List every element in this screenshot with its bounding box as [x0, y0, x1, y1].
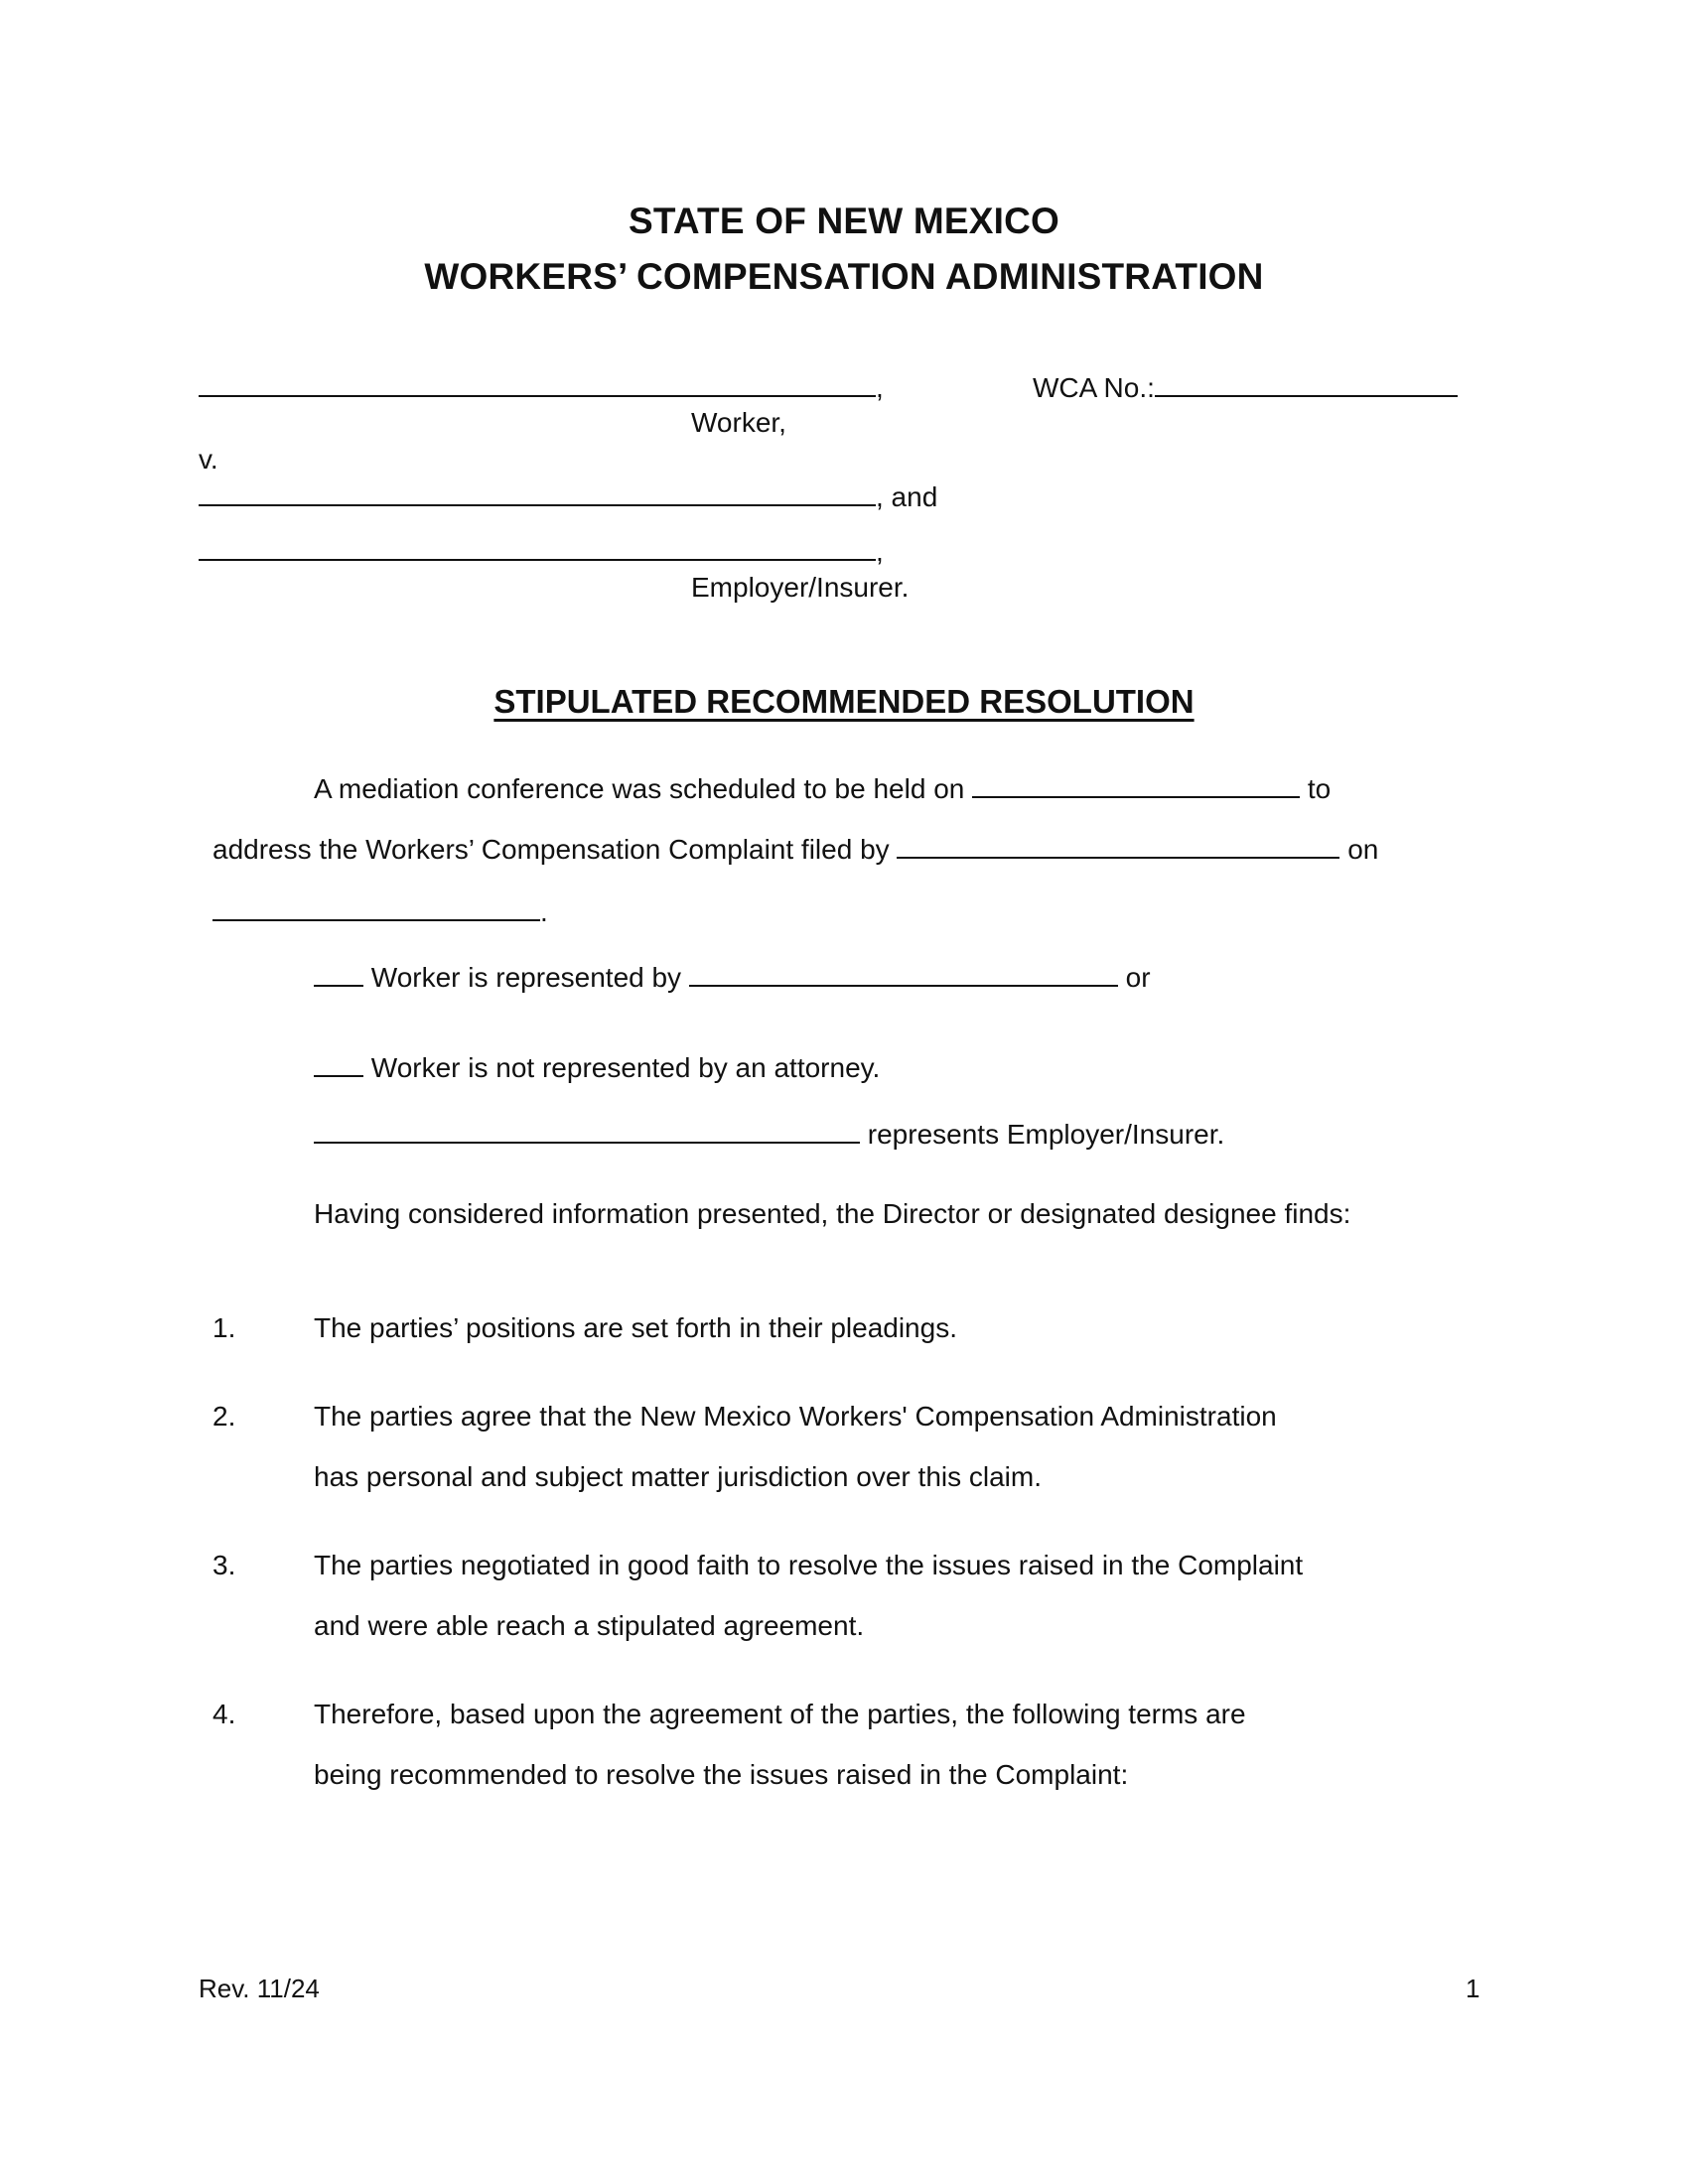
document-title: STIPULATED RECOMMENDED RESOLUTION — [493, 683, 1195, 720]
finding-number: 1. — [212, 1312, 236, 1343]
not-represented-checkbox[interactable] — [314, 1049, 363, 1077]
mediation-date-field[interactable] — [972, 770, 1300, 798]
insurer-name-line — [199, 533, 884, 569]
worker-name-field[interactable] — [199, 369, 876, 397]
employer-name-line — [199, 478, 937, 514]
represented-label: Worker is represented by — [370, 962, 682, 993]
period: . — [540, 896, 548, 927]
intro-line-1 — [314, 770, 1331, 806]
intro-line-2 — [212, 831, 1378, 867]
finding-number: 2. — [212, 1401, 236, 1432]
and-label: , and — [876, 481, 938, 512]
wca-number-line — [1033, 369, 1458, 405]
represented-checkbox[interactable] — [314, 959, 363, 987]
finding-text-continued: being recommended to resolve the issues raised in the Complaint: — [314, 1759, 1129, 1790]
intro-text: A mediation conference was scheduled to be held on — [314, 773, 965, 804]
worker-label: Worker, — [691, 407, 786, 438]
not-represented-label: Worker is not represented by an attorney. — [370, 1052, 881, 1083]
header-state: STATE OF NEW MEXICO — [628, 201, 1060, 241]
findings-intro: Having considered information presented, the Director or designated designee finds: — [314, 1198, 1351, 1229]
employer-attorney-field[interactable] — [314, 1116, 860, 1144]
finding-text: The parties negotiated in good faith to resolve the issues raised in the Complaint — [314, 1550, 1304, 1580]
finding-number: 4. — [212, 1699, 236, 1729]
intro-text: address the Workers’ Compensation Complaint filed by — [212, 834, 890, 865]
finding-text: The parties’ positions are set forth in their pleadings. — [314, 1312, 957, 1343]
wca-number-label: WCA No.: — [1033, 372, 1155, 403]
header-agency: WORKERS’ COMPENSATION ADMINISTRATION — [424, 256, 1264, 297]
finding-number: 3. — [212, 1550, 236, 1580]
complaint-filer-field[interactable] — [897, 831, 1339, 859]
represented-option — [314, 959, 1151, 995]
finding-text-continued: and were able reach a stipulated agreement. — [314, 1610, 865, 1641]
comma: , — [876, 372, 884, 403]
wca-number-field[interactable] — [1155, 369, 1458, 397]
employer-name-field[interactable] — [199, 478, 876, 506]
employer-rep-label: represents Employer/Insurer. — [867, 1119, 1225, 1150]
or-label: or — [1125, 962, 1151, 993]
employer-rep-line — [314, 1116, 1224, 1152]
employer-insurer-label: Employer/Insurer. — [691, 572, 910, 603]
complaint-date-field[interactable] — [212, 893, 540, 921]
insurer-name-field[interactable] — [199, 533, 876, 561]
not-represented-option — [314, 1049, 880, 1085]
to-label: to — [1307, 773, 1332, 804]
finding-text-continued: has personal and subject matter jurisdiction over this claim. — [314, 1461, 1043, 1492]
finding-text: Therefore, based upon the agreement of the parties, the following terms are — [314, 1699, 1246, 1729]
comma: , — [876, 536, 884, 567]
page-number: 1 — [1466, 1974, 1480, 2003]
finding-text: The parties agree that the New Mexico Workers' Compensation Administration — [314, 1401, 1277, 1432]
intro-line-3 — [212, 893, 548, 929]
revision-label: Rev. 11/24 — [199, 1974, 320, 2003]
versus-label: v. — [199, 444, 218, 475]
on-label: on — [1347, 834, 1379, 865]
worker-name-line — [199, 369, 884, 405]
worker-attorney-field[interactable] — [689, 959, 1118, 987]
